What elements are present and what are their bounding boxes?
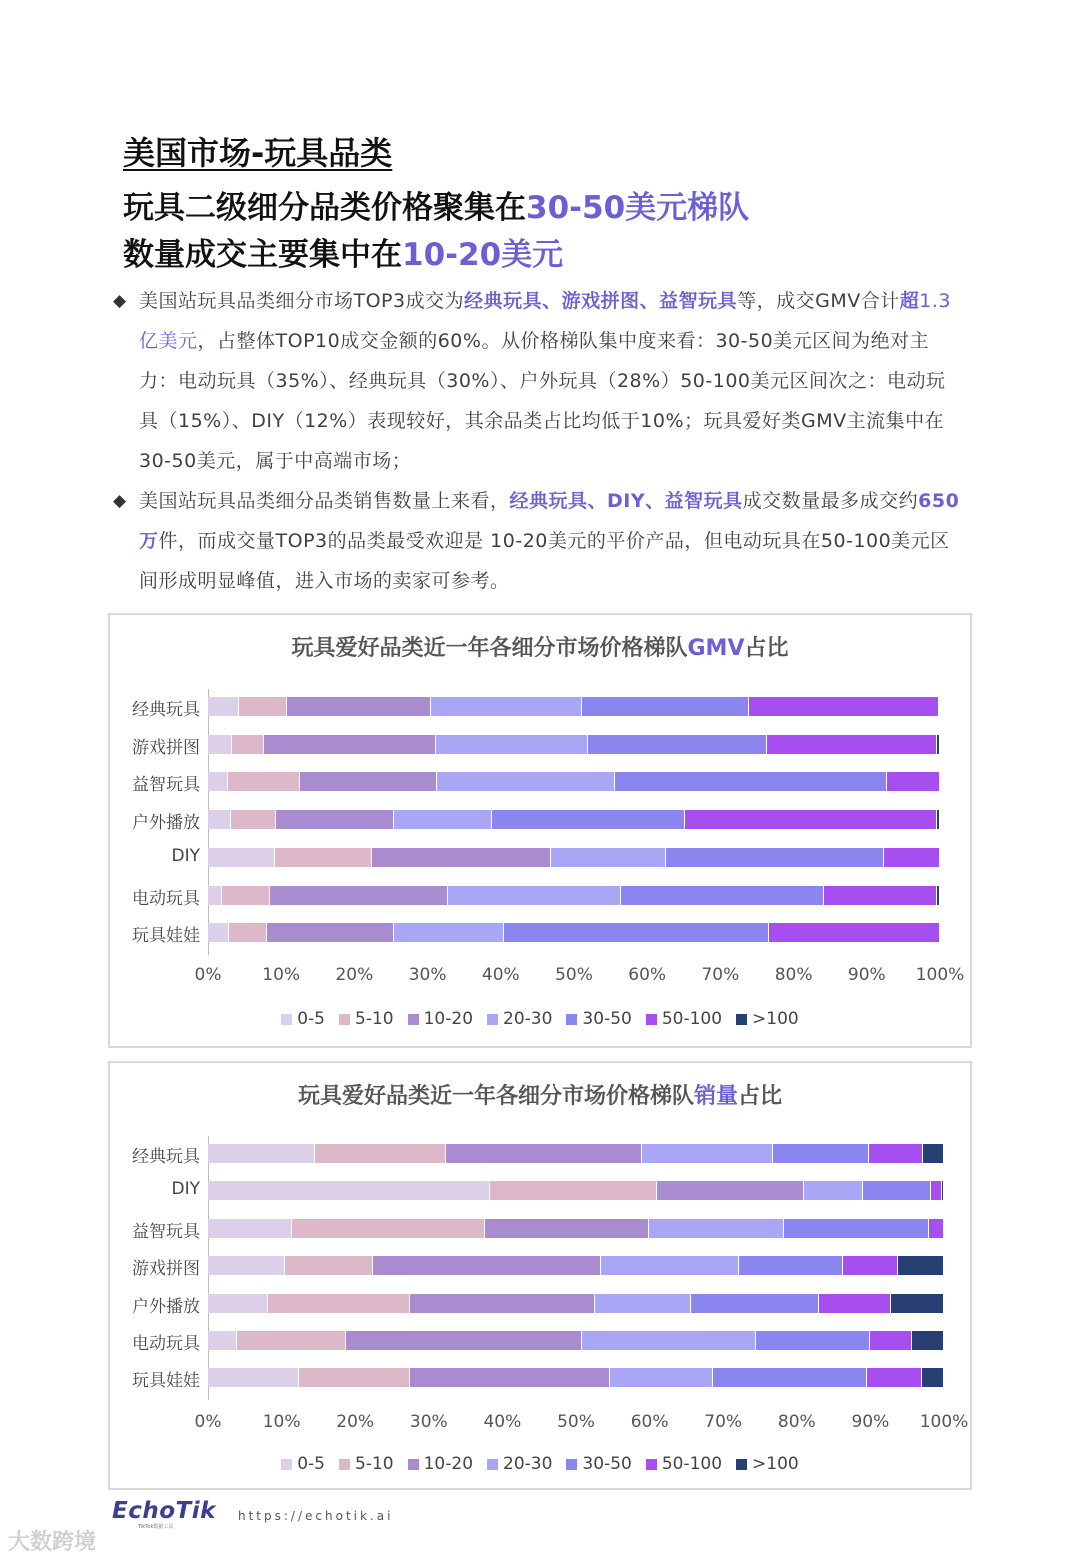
- bullet-text-run: 1.3亿美元: [139, 290, 951, 352]
- bar-segment: [937, 886, 940, 905]
- legend-swatch: [487, 1459, 498, 1470]
- bar-segment: [595, 1294, 691, 1313]
- bar-segment: [208, 1331, 237, 1350]
- bar-segment: [769, 923, 940, 942]
- legend-swatch: [487, 1014, 498, 1025]
- x-tick-label: 70%: [704, 1412, 743, 1432]
- category-label: 经典玩具: [132, 700, 200, 720]
- category-label: 益智玩具: [132, 775, 200, 796]
- legend-swatch: [566, 1459, 577, 1470]
- bar-segment: [492, 810, 685, 829]
- bar-segment: [208, 848, 275, 867]
- x-tick-label: 50%: [555, 965, 593, 985]
- bar-segment: [394, 810, 492, 829]
- bar-segment: [446, 1144, 643, 1163]
- bar-segment: [582, 697, 749, 716]
- category-label: DIY: [171, 1179, 200, 1200]
- x-tick-label: 40%: [481, 965, 520, 985]
- echotik-logo: EchoTik: [112, 1498, 216, 1524]
- category-label: 户外播放: [132, 1296, 200, 1317]
- bar-segment: [239, 697, 287, 716]
- x-tick-label: 90%: [847, 965, 886, 985]
- diamond-bullet-icon: ◆: [113, 491, 127, 511]
- legend-item: [566, 1009, 631, 1029]
- legend-label: 50-100: [661, 1009, 723, 1029]
- legend-swatch: [408, 1014, 419, 1025]
- bullet-text-run: 超: [899, 290, 920, 312]
- legend-label: 20-30: [503, 1009, 553, 1029]
- chart-title-text: 玩具爱好品类近一年各细分市场价格梯队: [297, 1084, 694, 1109]
- bullet-1: [113, 281, 963, 481]
- subtitle-line-2: [123, 229, 563, 274]
- bar-segment: [929, 1219, 944, 1238]
- bar-segment: [863, 1181, 931, 1200]
- x-tick-label: 10%: [262, 1412, 301, 1432]
- legend-item: [487, 1454, 552, 1474]
- bar-segment: [749, 697, 939, 716]
- bar-segment: [448, 886, 621, 905]
- legend-item: [408, 1454, 473, 1474]
- bar-segment: [804, 1181, 863, 1200]
- bar-segment: [276, 810, 394, 829]
- bar-segment: [285, 1256, 373, 1275]
- bar-segment: [300, 772, 437, 791]
- bar-segment: [739, 1256, 844, 1275]
- bar-segment: [884, 848, 940, 867]
- bar-segment: [410, 1368, 610, 1387]
- sales-chart: [108, 1061, 972, 1490]
- watermark: 大数跨境: [8, 1530, 97, 1555]
- legend-swatch: [281, 1014, 292, 1025]
- bar-segment: [485, 1219, 649, 1238]
- legend-item: [339, 1454, 394, 1474]
- category-label: 电动玩具: [132, 888, 200, 909]
- legend-item: [646, 1454, 722, 1474]
- x-tick-label: 100%: [919, 1412, 969, 1432]
- legend-swatch: [566, 1014, 577, 1025]
- legend-item: [281, 1454, 325, 1474]
- bar-segment: [222, 886, 270, 905]
- bar-segment: [208, 886, 222, 905]
- bar-segment: [292, 1219, 485, 1238]
- bar-segment: [767, 735, 938, 754]
- bar-segment: [208, 1294, 268, 1313]
- x-tick-label: 30%: [409, 1412, 448, 1432]
- legend-swatch: [736, 1014, 747, 1025]
- bullet-text-run: 650万: [139, 490, 960, 552]
- category-label: 电动玩具: [132, 1334, 200, 1354]
- bar-segment: [208, 1219, 292, 1238]
- bar-segment: [208, 735, 232, 754]
- bullet-text-run: 美国站玩具品类细分品类销售数量上来看，: [139, 490, 510, 512]
- x-tick-label: 70%: [701, 965, 740, 985]
- bar-segment: [923, 1144, 944, 1163]
- bullet-1-text: [139, 281, 963, 481]
- legend-item: [281, 1009, 325, 1029]
- bullet-text-run: 件，而成交量TOP3的品类最受欢迎是 10-20美元的平价产品，但电动玩具在50-100美元区间形成明显峰值，进入市场的卖家可参考。: [139, 530, 950, 592]
- legend-label: 0-5: [297, 1009, 326, 1029]
- bar-segment: [287, 697, 430, 716]
- bullet-text-run: 经典玩具、DIY、益智玩具: [509, 490, 743, 512]
- bar-segment: [299, 1368, 410, 1387]
- bar-segment: [819, 1294, 891, 1313]
- gmv-chart-title: [110, 631, 970, 662]
- bullet-2: [113, 481, 963, 601]
- bullet-text-run: ，占整体TOP10成交金额的60%。从价格梯队集中度来看：30-50美元区间为绝对主力：电动玩具（35%）、经典玩具（30%）、户外玩具（28%）50-100美元区间次之：电动玩具（15%）、DIY（12%）表现较好，其余品类占比均低于10%；玩具爱好类GMV主流集中在30-50美元，属于中高端市场；: [139, 330, 946, 472]
- chart-title-suffix: 占比: [738, 1084, 783, 1109]
- legend-item: [646, 1009, 722, 1029]
- legend-label: 20-30: [503, 1454, 553, 1474]
- x-tick-label: 10%: [262, 965, 301, 985]
- legend-swatch: [281, 1459, 292, 1470]
- bar-segment: [784, 1219, 930, 1238]
- legend-label: >100: [752, 1009, 799, 1029]
- bar-segment: [267, 923, 394, 942]
- bar-segment: [237, 1331, 346, 1350]
- bar-segment: [939, 697, 940, 716]
- bar-segment: [642, 1144, 773, 1163]
- legend-swatch: [408, 1459, 419, 1470]
- bar-segment: [756, 1331, 871, 1350]
- bar-segment: [394, 923, 505, 942]
- legend-item: [736, 1454, 799, 1474]
- x-tick-label: 30%: [408, 965, 447, 985]
- legend-swatch: [646, 1459, 657, 1470]
- bar-segment: [615, 772, 887, 791]
- category-label: 游戏拼图: [132, 737, 200, 758]
- legend-item: [566, 1454, 631, 1474]
- bar-segment: [208, 1256, 285, 1275]
- chart-title-suffix: 占比: [744, 636, 789, 661]
- bar-segment: [551, 848, 667, 867]
- page-title: 美国市场-玩具品类: [123, 134, 393, 172]
- footer-url: https://echotik.ai: [238, 1509, 394, 1523]
- bar-segment: [713, 1368, 867, 1387]
- x-tick-label: 80%: [774, 965, 813, 985]
- bar-segment: [231, 810, 276, 829]
- bar-segment: [437, 772, 615, 791]
- bar-segment: [208, 923, 229, 942]
- legend-swatch: [646, 1014, 657, 1025]
- bar-segment: [867, 1368, 922, 1387]
- diamond-bullet-icon: ◆: [113, 291, 127, 311]
- chart-legend: [110, 1009, 970, 1029]
- bar-segment: [649, 1219, 784, 1238]
- bar-segment: [208, 1368, 299, 1387]
- bar-segment: [372, 848, 551, 867]
- legend-label: 30-50: [582, 1009, 632, 1029]
- bar-segment: [870, 1331, 911, 1350]
- bar-segment: [208, 772, 228, 791]
- legend-swatch: [736, 1459, 747, 1470]
- x-tick-label: 20%: [335, 965, 374, 985]
- x-tick-label: 90%: [851, 1412, 890, 1432]
- bar-segment: [666, 848, 884, 867]
- bar-segment: [937, 810, 940, 829]
- category-label: 游戏拼图: [132, 1259, 200, 1280]
- category-label: 玩具娃娃: [132, 1371, 200, 1392]
- legend-label: 30-50: [582, 1454, 632, 1474]
- bar-segment: [610, 1368, 713, 1387]
- legend-swatch: [339, 1459, 350, 1470]
- bar-segment: [431, 697, 583, 716]
- bar-segment: [691, 1294, 819, 1313]
- x-tick-label: 60%: [628, 965, 667, 985]
- bar-segment: [410, 1294, 595, 1313]
- bar-segment: [275, 848, 372, 867]
- legend-item: [736, 1009, 799, 1029]
- bullet-text-run: 等，成交GMV合计: [737, 290, 900, 312]
- bar-segment: [228, 772, 300, 791]
- bar-segment: [264, 735, 437, 754]
- category-label: 益智玩具: [132, 1221, 200, 1242]
- bar-segment: [942, 1181, 944, 1200]
- legend-label: 50-100: [661, 1454, 723, 1474]
- subtitle-line-1: [123, 182, 749, 227]
- bar-segment: [601, 1256, 739, 1275]
- logo-subtitle: TikTok数据工具: [138, 1524, 174, 1530]
- x-tick-label: 50%: [557, 1412, 595, 1432]
- x-tick-label: 80%: [777, 1412, 816, 1432]
- bullet-text-run: 成交数量最多成交约: [742, 490, 919, 512]
- legend-item: [339, 1009, 394, 1029]
- bullet-2-text: [139, 481, 963, 601]
- bar-segment: [229, 923, 266, 942]
- bar-segment: [937, 735, 940, 754]
- bar-segment: [208, 1144, 315, 1163]
- bar-segment: [268, 1294, 410, 1313]
- bar-segment: [621, 886, 824, 905]
- bar-segment: [270, 886, 448, 905]
- legend-swatch: [339, 1014, 350, 1025]
- bar-segment: [588, 735, 767, 754]
- bar-segment: [843, 1256, 897, 1275]
- bar-segment: [891, 1294, 944, 1313]
- bar-segment: [869, 1144, 923, 1163]
- sales-chart-title: [110, 1079, 970, 1110]
- category-label: 玩具娃娃: [132, 926, 200, 947]
- bar-segment: [657, 1181, 804, 1200]
- subtitle-1-text: 玩具二级细分品类价格聚集在: [123, 190, 526, 226]
- x-tick-label: 40%: [483, 1412, 522, 1432]
- subtitle-2-highlight: 10-20美元: [402, 237, 564, 273]
- gmv-chart: [108, 613, 972, 1048]
- bullet-text-run: 经典玩具、游戏拼图、益智玩具: [464, 290, 738, 312]
- bar-segment: [887, 772, 940, 791]
- bar-segment: [912, 1331, 944, 1350]
- legend-label: 5-10: [355, 1009, 394, 1029]
- subtitle-2-text: 数量成交主要集中在: [123, 237, 402, 273]
- bar-segment: [436, 735, 588, 754]
- bar-segment: [208, 1181, 490, 1200]
- bar-segment: [898, 1256, 944, 1275]
- category-label: 户外播放: [132, 813, 200, 834]
- chart-title-highlight: 销量: [693, 1084, 738, 1109]
- x-tick-label: 20%: [336, 1412, 375, 1432]
- legend-label: 10-20: [423, 1454, 474, 1474]
- bar-segment: [490, 1181, 657, 1200]
- x-tick-label: 100%: [915, 965, 965, 985]
- bar-segment: [931, 1181, 941, 1200]
- legend-label: 5-10: [355, 1454, 394, 1474]
- chart-title-highlight: GMV: [687, 636, 745, 661]
- bar-segment: [773, 1144, 869, 1163]
- legend-label: 0-5: [297, 1454, 326, 1474]
- bar-segment: [824, 886, 937, 905]
- bar-segment: [373, 1256, 601, 1275]
- bullet-text-run: 美国站玩具品类细分市场TOP3成交为: [139, 290, 465, 312]
- x-tick-label: 0%: [194, 965, 222, 985]
- legend-label: 10-20: [423, 1009, 474, 1029]
- bar-segment: [685, 810, 938, 829]
- bar-segment: [208, 810, 231, 829]
- category-label: 经典玩具: [132, 1147, 200, 1167]
- chart-title-text: 玩具爱好品类近一年各细分市场价格梯队: [291, 636, 688, 661]
- category-label: DIY: [171, 845, 200, 866]
- x-tick-label: 0%: [194, 1412, 222, 1432]
- bar-segment: [504, 923, 768, 942]
- legend-label: >100: [752, 1454, 799, 1474]
- bar-segment: [232, 735, 263, 754]
- subtitle-1-highlight: 30-50美元梯队: [526, 190, 750, 226]
- x-tick-label: 60%: [630, 1412, 669, 1432]
- legend-item: [487, 1009, 552, 1029]
- chart-legend: [110, 1454, 970, 1474]
- bar-segment: [315, 1144, 446, 1163]
- bar-segment: [346, 1331, 582, 1350]
- bar-segment: [922, 1368, 944, 1387]
- bar-segment: [582, 1331, 756, 1350]
- legend-item: [408, 1009, 473, 1029]
- bar-segment: [208, 697, 239, 716]
